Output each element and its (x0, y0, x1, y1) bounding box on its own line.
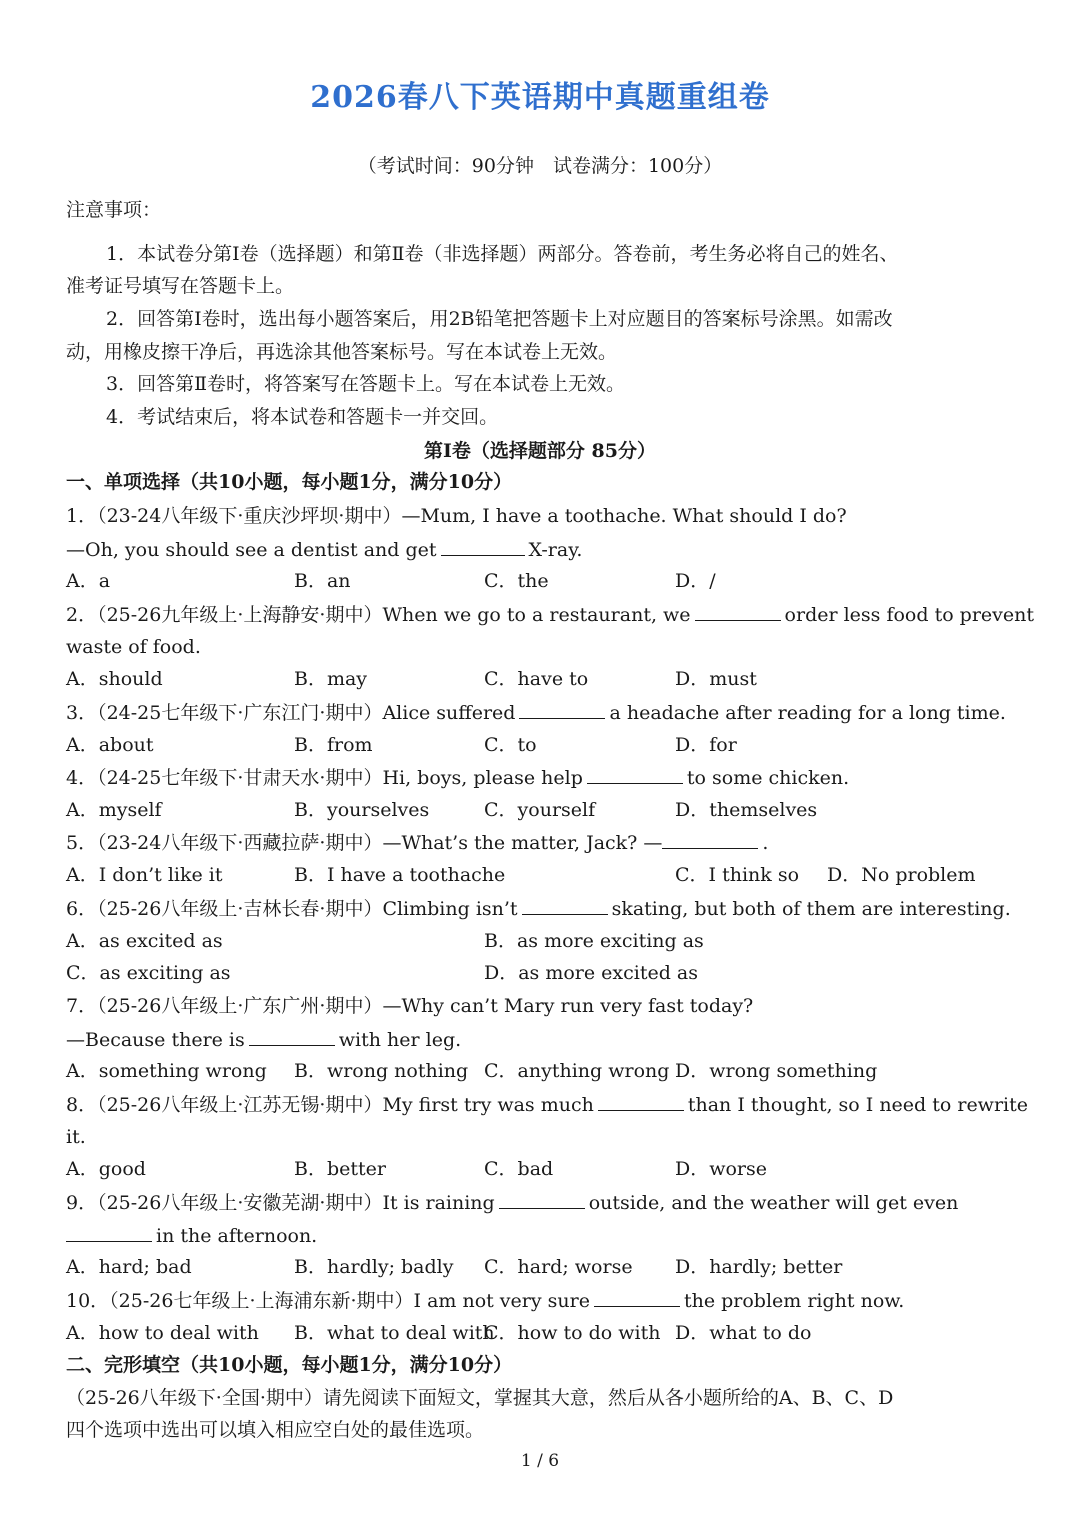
notice-item-2-line-1: 2．回答第Ⅰ卷时，选出每小题答案后，用2B铅笔把答题卡上对应题目的答案标号涂黑。如需改 (106, 308, 893, 330)
question-2-stem-line-2: waste of food. (66, 636, 201, 658)
option-d: D．as more excited as (484, 962, 699, 984)
option-d: D．wrong something (675, 1060, 878, 1082)
option-a: A．something wrong (66, 1060, 267, 1082)
option-b: B．as more exciting as (484, 930, 704, 952)
notice-heading: 注意事项： (66, 199, 162, 221)
option-a: A．myself (66, 799, 162, 821)
question-6-stem: 6．（25-26八年级上·吉林长春·期中）Climbing isn’t skating, but both of them are interesting. (66, 898, 1011, 920)
option-b: B．wrong nothing (294, 1060, 469, 1082)
option-b: B．yourselves (294, 799, 430, 821)
option-c: C．hard; worse (484, 1256, 633, 1278)
notice-item-1-line-2: 准考证号填写在答题卡上。 (66, 275, 295, 297)
option-b: B．may (294, 668, 368, 690)
section-1-title: 一、单项选择（共10小题，每小题1分，满分10分） (66, 471, 513, 493)
option-d: D．hardly; better (675, 1256, 843, 1278)
option-a: A．good (66, 1158, 146, 1180)
question-7-stem-line-2: —Because there is with her leg. (66, 1029, 462, 1051)
option-c: C．to (484, 734, 537, 756)
answer-blank (66, 1223, 152, 1242)
option-a: A．a (66, 570, 111, 592)
option-c: C．yourself (484, 799, 596, 821)
option-c: C．bad (484, 1158, 554, 1180)
answer-blank (695, 602, 781, 621)
section-2-title: 二、完形填空（共10小题，每小题1分，满分10分） (66, 1354, 513, 1376)
option-c: C．as exciting as (66, 962, 231, 984)
answer-blank (662, 830, 758, 849)
answer-blank (499, 1190, 585, 1209)
answer-blank (598, 1092, 684, 1111)
notice-item-2-line-2: 动，用橡皮擦干净后，再选涂其他答案标号。写在本试卷上无效。 (66, 341, 618, 363)
question-1-stem-line-2: —Oh, you should see a dentist and get X-ray. (66, 539, 583, 561)
option-b: B．better (294, 1158, 386, 1180)
page-number: 1 / 6 (520, 1451, 560, 1471)
question-2-stem: 2．（25-26九年级上·上海静安·期中）When we go to a restaurant, we order less food to prevent (66, 604, 1035, 626)
option-b: B．an (294, 570, 351, 592)
option-d: D．No problem (827, 864, 976, 886)
option-c: C．I think so (675, 864, 800, 886)
answer-blank (441, 537, 525, 556)
option-b: B．what to deal with (294, 1322, 495, 1344)
question-1-stem: 1．（23-24八年级下·重庆沙坪坝·期中）—Mum, I have a toothache. What should I do? (66, 505, 847, 527)
question-8-stem: 8．（25-26八年级上·江苏无锡·期中）My first try was much than I thought, so I need to rewrite (66, 1094, 1028, 1116)
question-9-stem-line-2: in the afternoon. (66, 1223, 317, 1248)
option-d: D．themselves (675, 799, 818, 821)
option-b: B．from (294, 734, 373, 756)
document-title: 2026春八下英语期中真题重组卷 (310, 80, 770, 115)
answer-blank (587, 765, 683, 784)
option-a: A．how to deal with (66, 1322, 259, 1344)
option-c: C．anything wrong (484, 1060, 670, 1082)
question-7-stem: 7．（25-26八年级上·广东广州·期中）—Why can’t Mary run very fast today? (66, 995, 754, 1017)
option-a: A．about (66, 734, 154, 756)
option-a: A．I don’t like it (66, 864, 223, 886)
question-3-stem: 3．（24-25七年级下·广东江门·期中）Alice suffered a headache after reading for a long time. (66, 702, 1006, 724)
part-1-title: 第Ⅰ卷（选择题部分 85分） (424, 440, 656, 462)
option-b: B．I have a toothache (294, 864, 506, 886)
option-c: C．the (484, 570, 549, 592)
exam-info: （考试时间：90分钟 试卷满分：100分） (357, 155, 723, 177)
answer-blank (594, 1288, 680, 1307)
question-9-stem: 9．（25-26八年级上·安徽芜湖·期中）It is raining outside, and the weather will get even (66, 1192, 959, 1214)
option-c: C．have to (484, 668, 589, 690)
question-10-stem: 10．（25-26七年级上·上海浦东新·期中）I am not very sure the problem right now. (66, 1290, 905, 1312)
question-5-stem: 5．（23-24八年级下·西藏拉萨·期中）—What’s the matter, Jack? — . (66, 832, 769, 854)
notice-item-1-line-1: 1．本试卷分第Ⅰ卷（选择题）和第Ⅱ卷（非选择题）两部分。答卷前，考生务必将自己的姓名、 (106, 243, 899, 265)
option-d: D．what to do (675, 1322, 812, 1344)
notice-item-3: 3．回答第Ⅱ卷时，将答案写在答题卡上。写在本试卷上无效。 (106, 373, 626, 395)
answer-blank (249, 1027, 335, 1046)
option-d: D．/ (675, 570, 716, 592)
option-a: A．should (66, 668, 163, 690)
option-c: C．how to do with (484, 1322, 661, 1344)
question-4-stem: 4．（24-25七年级下·甘肃天水·期中）Hi, boys, please help to some chicken. (66, 767, 850, 789)
option-d: D．for (675, 734, 737, 756)
question-8-stem-line-2: it. (66, 1126, 86, 1148)
option-a: A．hard; bad (66, 1256, 192, 1278)
notice-item-4: 4．考试结束后，将本试卷和答题卡一并交回。 (106, 406, 499, 428)
answer-blank (519, 700, 605, 719)
answer-blank (522, 896, 608, 915)
option-d: D．must (675, 668, 757, 690)
section-2-intro-line-1: （25-26八年级下·全国·期中）请先阅读下面短文，掌握其大意，然后从各小题所给的A、B、C、D (66, 1387, 894, 1409)
section-2-intro-line-2: 四个选项中选出可以填入相应空白处的最佳选项。 (66, 1419, 485, 1441)
option-b: B．hardly; badly (294, 1256, 454, 1278)
option-a: A．as excited as (66, 930, 223, 952)
option-d: D．worse (675, 1158, 768, 1180)
